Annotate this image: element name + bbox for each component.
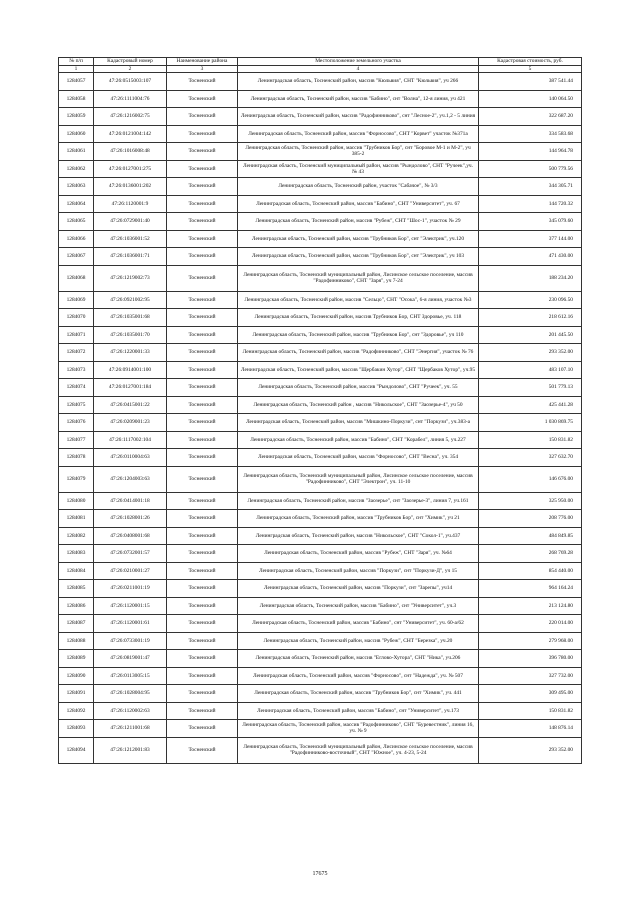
cadastral-value: 188 234.20 [479, 265, 582, 291]
cadastral-value: 220 014.00 [479, 615, 582, 633]
row-number: 1284085 [59, 580, 94, 598]
row-number: 1284094 [59, 737, 94, 763]
cadastral-value: 1 030 869.75 [479, 414, 582, 432]
row-number: 1284072 [59, 344, 94, 362]
cadastral-value: 854 440.00 [479, 562, 582, 580]
table-row [59, 73, 582, 91]
column-number: 2 [94, 66, 167, 73]
cadastral-value: 396 780.00 [479, 650, 582, 668]
cadastral-value: 140 064.50 [479, 90, 582, 108]
row-number: 1284084 [59, 562, 94, 580]
location: Ленинградская область, Тосненский район, массив Трубников Бор, СНТ Здоровье, уч. 118 [238, 309, 479, 327]
table-row [59, 580, 582, 598]
location: Ленинградская область, Тосненский район, массив "Бабино", снт "Волна", 12-я линия, уч 421 [238, 90, 479, 108]
cadastral-number: 47:26:0136001:202 [94, 178, 167, 196]
location: Ленинградская область, Тосненский район, массив "Трубников Бор", снт "Химик", уч. 441 [238, 685, 479, 703]
header-district: Наименование района [167, 58, 238, 66]
district-name: Тосненский [167, 667, 238, 685]
row-number: 1284074 [59, 379, 94, 397]
district-name: Тосненский [167, 414, 238, 432]
location: Ленинградская область, Тосненский район, массив "Форносово", СНТ "Корвет" участок №371а [238, 125, 479, 143]
row-number: 1284063 [59, 178, 94, 196]
table-row [59, 309, 582, 327]
cadastral-number: 47:26:1120002:63 [94, 702, 167, 720]
table-row [59, 431, 582, 449]
table-row [59, 632, 582, 650]
district-name: Тосненский [167, 545, 238, 563]
row-number: 1284075 [59, 396, 94, 414]
district-name: Тосненский [167, 379, 238, 397]
cadastral-value: 268 769.28 [479, 545, 582, 563]
location: Ленинградская область, Тосненский район, массив "Еглово-Хутора", СНТ "Ника", уч.206 [238, 650, 479, 668]
row-number: 1284059 [59, 108, 94, 126]
cadastral-number: 47:26:1036001:71 [94, 248, 167, 266]
district-name: Тосненский [167, 597, 238, 615]
district-name: Тосненский [167, 527, 238, 545]
row-number: 1284081 [59, 510, 94, 528]
header-number: № п/п [59, 58, 94, 66]
row-number: 1284060 [59, 125, 94, 143]
cadastral-number: 47:26:1016008:48 [94, 143, 167, 161]
location: Ленинградская область, Тосненский муниципальный район, Лисинское сельское поселение, массив "Радофинниково-восточный", СНТ "Южное", уч. 4-23, 5-24 [238, 737, 479, 763]
table-row [59, 510, 582, 528]
district-name: Тосненский [167, 178, 238, 196]
cadastral-value: 144 964.78 [479, 143, 582, 161]
location: Ленинградская область, Тосненский район, массив "Кюльвия", СНТ "Кюльвия", уч 266 [238, 73, 479, 91]
table-row [59, 685, 582, 703]
cadastral-number: 47:26:0127001:275 [94, 160, 167, 178]
location: Ленинградская область, Тосненский район, массив "Рубеж", СНТ "Березка", уч.20 [238, 632, 479, 650]
column-number-row [59, 66, 582, 73]
header-cadastral-number: Кадастровый номер [94, 58, 167, 66]
row-number: 1284068 [59, 265, 94, 291]
table-row [59, 650, 582, 668]
cadastral-value: 483 107.10 [479, 361, 582, 379]
row-number: 1284071 [59, 326, 94, 344]
row-number: 1284093 [59, 720, 94, 738]
cadastral-value: 322 687.20 [479, 108, 582, 126]
table-row [59, 562, 582, 580]
district-name: Тосненский [167, 431, 238, 449]
table-row [59, 414, 582, 432]
row-number: 1284061 [59, 143, 94, 161]
location: Ленинградская область, Тосненский район, массив "Рубеж", СНТ "Шос-1", участок № 29 [238, 213, 479, 231]
cadastral-number: 47:26:0113005:15 [94, 667, 167, 685]
table-row [59, 160, 582, 178]
row-number: 1284086 [59, 597, 94, 615]
cadastral-value: 201 445.50 [479, 326, 582, 344]
table-row [59, 720, 582, 738]
table-row [59, 449, 582, 467]
cadastral-number: 47:26:1120001:9 [94, 195, 167, 213]
district-name: Тосненский [167, 466, 238, 492]
location: Ленинградская область, Тосненский район , массив "Никольское", СНТ "Заозерье-4", уч 50 [238, 396, 479, 414]
cadastral-number: 47:26:1204003:63 [94, 466, 167, 492]
column-number: 4 [238, 66, 479, 73]
location: Ленинградская область, Тосненский район, массив "Заозерье", снт "Заозерье-3", линия 7, уч.161 [238, 492, 479, 510]
location: Ленинградская область, Тосненский муниципальный район, массив "Рындолово", СНТ "Ручеек",уч. № 43 [238, 160, 479, 178]
table-row [59, 195, 582, 213]
cadastral-value: 218 612.16 [479, 309, 582, 327]
row-number: 1284065 [59, 213, 94, 231]
cadastral-value: 345 079.60 [479, 213, 582, 231]
location: Ленинградская область, Тосненский район, массив "Форносово", снт "Надежда", уч. № 507 [238, 667, 479, 685]
location: Ленинградская область, Тосненский район, массив "Трубников Бор", снт "Боровое М-1 и М-2", уч 385-2 [238, 143, 479, 161]
table-row [59, 178, 582, 196]
district-name: Тосненский [167, 685, 238, 703]
location: Ленинградская область, Тосненский район, массив "Радофинниково", СНТ "Буревестник", линия 16, уч. № 9 [238, 720, 479, 738]
district-name: Тосненский [167, 720, 238, 738]
cadastral-value: 150 831.82 [479, 702, 582, 720]
cadastral-number: 47:26:1216002:75 [94, 108, 167, 126]
cadastral-value: 213 124.80 [479, 597, 582, 615]
cadastral-number: 47:26:1212001:83 [94, 737, 167, 763]
district-name: Тосненский [167, 492, 238, 510]
table-body [59, 73, 582, 764]
district-name: Тосненский [167, 230, 238, 248]
table-row [59, 265, 582, 291]
location: Ленинградская область, Тосненский район, массив "Щербакин Хутор", СНТ "Щербаков Хутор", уч.95 [238, 361, 479, 379]
district-name: Тосненский [167, 737, 238, 763]
table-row [59, 248, 582, 266]
row-number: 1284067 [59, 248, 94, 266]
cadastral-number: 47:26:1220001:33 [94, 344, 167, 362]
cadastral-value: 309 495.00 [479, 685, 582, 703]
table-row [59, 361, 582, 379]
district-name: Тосненский [167, 291, 238, 309]
district-name: Тосненский [167, 326, 238, 344]
row-number: 1284083 [59, 545, 94, 563]
row-number: 1284069 [59, 291, 94, 309]
district-name: Тосненский [167, 396, 238, 414]
row-number: 1284064 [59, 195, 94, 213]
location: Ленинградская область, Тосненский район, массив "Радофинниково", СНТ "Энергия", участок № 76 [238, 344, 479, 362]
cadastral-number: 47:26:0121004:142 [94, 125, 167, 143]
table-row [59, 667, 582, 685]
row-number: 1284087 [59, 615, 94, 633]
cadastral-number: 47:26:1028001:26 [94, 510, 167, 528]
table-row [59, 143, 582, 161]
row-number: 1284077 [59, 431, 94, 449]
location: Ленинградская область, Тосненский район, массив "Никольское", СНТ "Сокол-1", уч.437 [238, 527, 479, 545]
column-number: 5 [479, 66, 582, 73]
location: Ленинградская область, Тосненский муниципальный район, Лисинское сельское поселение, массив "Радофинниково", СНТ "Электрон", уч. 11-10 [238, 466, 479, 492]
cadastral-number: 47:26:0515003:107 [94, 73, 167, 91]
location: Ленинградская область, Тосненский район, массив "Мишкино-Поркузи", снт "Поркузи", уч.383-а [238, 414, 479, 432]
column-number: 1 [59, 66, 94, 73]
row-number: 1284082 [59, 527, 94, 545]
cadastral-value: 293 352.00 [479, 737, 582, 763]
district-name: Тосненский [167, 125, 238, 143]
cadastral-value: 150 831.82 [479, 431, 582, 449]
table-row [59, 492, 582, 510]
cadastral-value: 500 779.56 [479, 160, 582, 178]
cadastral-value: 484 849.85 [479, 527, 582, 545]
row-number: 1284057 [59, 73, 94, 91]
cadastral-number: 47:26:0211001:19 [94, 580, 167, 598]
location: Ленинградская область, Тосненский район, массив "Бабино", снт "Университет", уч.173 [238, 702, 479, 720]
cadastral-value: 230 096.50 [479, 291, 582, 309]
table-row [59, 213, 582, 231]
row-number: 1284066 [59, 230, 94, 248]
district-name: Тосненский [167, 650, 238, 668]
cadastral-value: 344 305.71 [479, 178, 582, 196]
location: Ленинградская область, Тосненский район, массив "Рубеж", СНТ "Заря", уч. №64 [238, 545, 479, 563]
row-number: 1284080 [59, 492, 94, 510]
district-name: Тосненский [167, 562, 238, 580]
cadastral-number: 47:26:1028004:95 [94, 685, 167, 703]
cadastral-number: 47:26:0732001:57 [94, 545, 167, 563]
row-number: 1284089 [59, 650, 94, 668]
district-name: Тосненский [167, 309, 238, 327]
table-row [59, 615, 582, 633]
cadastral-value: 425 441.28 [479, 396, 582, 414]
cadastral-number: 47:26:0408001:68 [94, 527, 167, 545]
row-number: 1284076 [59, 414, 94, 432]
cadastral-number: 47:26:0729001:40 [94, 213, 167, 231]
column-number: 3 [167, 66, 238, 73]
table-row [59, 108, 582, 126]
cadastral-number: 47:26:0415001:22 [94, 396, 167, 414]
location: Ленинградская область, Тосненский район, массив "Радофинниково", снт "Лесное-2", уч.1,2 - 5 линия [238, 108, 479, 126]
table-row [59, 125, 582, 143]
header-cadastral-value: Кадастровая стоимость, руб. [479, 58, 582, 66]
cadastral-number: 47:26:1117002:104 [94, 431, 167, 449]
cadastral-number: 47:26:1120001:61 [94, 615, 167, 633]
district-name: Тосненский [167, 344, 238, 362]
location: Ленинградская область, Тосненский район, массив "Рындолово", СНТ "Ручеек", уч. 55 [238, 379, 479, 397]
table-row [59, 291, 582, 309]
cadastral-value: 279 968.00 [479, 632, 582, 650]
cadastral-value: 327 632.70 [479, 449, 582, 467]
cadastral-value: 146 676.00 [479, 466, 582, 492]
cadastral-number: 47:26:0110004:63 [94, 449, 167, 467]
row-number: 1284092 [59, 702, 94, 720]
table-row [59, 379, 582, 397]
header-location: Местоположение земельного участка [238, 58, 479, 66]
cadastral-value: 327 732.00 [479, 667, 582, 685]
district-name: Тосненский [167, 108, 238, 126]
table-row [59, 545, 582, 563]
page-number: 17675 [312, 871, 328, 877]
table-row [59, 230, 582, 248]
location: Ленинградская область, Тосненский район, массив "Трубников Бор", снт "Электрик", уч.120 [238, 230, 479, 248]
table-row [59, 326, 582, 344]
cadastral-value-table [58, 57, 582, 764]
cadastral-value: 471 430.00 [479, 248, 582, 266]
district-name: Тосненский [167, 73, 238, 91]
cadastral-number: 47:26:1111004:76 [94, 90, 167, 108]
cadastral-number: 47:26:1035001:70 [94, 326, 167, 344]
location: Ленинградская область, Тосненский муниципальный район, Лисинское сельское поселение, массив "Радофинниково", СНТ "Заря", уч 7-24 [238, 265, 479, 291]
cadastral-value: 387 541.44 [479, 73, 582, 91]
cadastral-value: 293 352.00 [479, 344, 582, 362]
cadastral-value: 325 950.00 [479, 492, 582, 510]
row-number: 1284091 [59, 685, 94, 703]
table-row [59, 597, 582, 615]
location: Ленинградская область, Тосненский район, массив "Форносово", СНТ "Весна", уч. 354 [238, 449, 479, 467]
cadastral-number: 47:26:0209001:23 [94, 414, 167, 432]
cadastral-number: 47:26:0210001:27 [94, 562, 167, 580]
table-row [59, 702, 582, 720]
cadastral-value: 377 144.00 [479, 230, 582, 248]
row-number: 1284079 [59, 466, 94, 492]
cadastral-number: 47:26:1211001:68 [94, 720, 167, 738]
cadastral-number: 47:26:1219002:73 [94, 265, 167, 291]
district-name: Тосненский [167, 361, 238, 379]
district-name: Тосненский [167, 90, 238, 108]
cadastral-value: 148 876.14 [479, 720, 582, 738]
row-number: 1284090 [59, 667, 94, 685]
table-row [59, 737, 582, 763]
location: Ленинградская область, Тосненский район, массив "Поркузи", снт "Поркузи-Д", уч 15 [238, 562, 479, 580]
cadastral-value: 144 720.32 [479, 195, 582, 213]
district-name: Тосненский [167, 143, 238, 161]
location: Ленинградская область, Тосненский район, массив "Сельцо", СНТ "Осока", 6-я линия, участок №3 [238, 291, 479, 309]
cadastral-value: 334 583.68 [479, 125, 582, 143]
location: Ленинградская область, Тосненский район, массив "Бабино", снт "Университет", уч.3 [238, 597, 479, 615]
row-number: 1284058 [59, 90, 94, 108]
header-row [59, 58, 582, 66]
location: Ленинградская область, Тосненский район, массив "Трубников Бор", снт "Химик", уч 21 [238, 510, 479, 528]
table-row [59, 344, 582, 362]
cadastral-value: 208 776.00 [479, 510, 582, 528]
cadastral-number: 47:26:0127001:184 [94, 379, 167, 397]
row-number: 1284070 [59, 309, 94, 327]
table-row [59, 396, 582, 414]
location: Ленинградская область, Тосненский район, участок "Сабачое", № 3/3 [238, 178, 479, 196]
cadastral-number: 47:26:1036001:52 [94, 230, 167, 248]
table-row [59, 90, 582, 108]
district-name: Тосненский [167, 510, 238, 528]
location: Ленинградская область, Тосненский район, массив "Трубников Бор", снт "Здоровье", уч 110 [238, 326, 479, 344]
cadastral-number: 47:26:0914001:100 [94, 361, 167, 379]
cadastral-number: 47:26:0414001:18 [94, 492, 167, 510]
row-number: 1284088 [59, 632, 94, 650]
row-number: 1284062 [59, 160, 94, 178]
table-row [59, 466, 582, 492]
cadastral-number: 47:26:0921002:95 [94, 291, 167, 309]
cadastral-number: 47:26:0819001:47 [94, 650, 167, 668]
location: Ленинградская область, Тосненский район, массив "Поркузи", снт "Зарепы", уч14 [238, 580, 479, 598]
cadastral-number: 47:26:1035001:68 [94, 309, 167, 327]
row-number: 1284078 [59, 449, 94, 467]
cadastral-number: 47:26:0733001:19 [94, 632, 167, 650]
district-name: Тосненский [167, 195, 238, 213]
district-name: Тосненский [167, 702, 238, 720]
cadastral-number: 47:26:1120001:15 [94, 597, 167, 615]
table-row [59, 527, 582, 545]
district-name: Тосненский [167, 580, 238, 598]
row-number: 1284073 [59, 361, 94, 379]
district-name: Тосненский [167, 449, 238, 467]
district-name: Тосненский [167, 248, 238, 266]
district-name: Тосненский [167, 160, 238, 178]
location: Ленинградская область, Тосненский район, массив "Трубников Бор", снт "Электрик", уч 103 [238, 248, 479, 266]
district-name: Тосненский [167, 265, 238, 291]
location: Ленинградская область, Тосненский район, массив "Бабино", СНТ "Корабел", линия 5, уч.227 [238, 431, 479, 449]
cadastral-value: 501 779.13 [479, 379, 582, 397]
location: Ленинградская область, Тосненский район, массив "Бабино", снт "Университет", уч. 60-а/62 [238, 615, 479, 633]
location: Ленинградская область, Тосненский район, массив "Бабино", СНТ "Университет", уч. 67 [238, 195, 479, 213]
district-name: Тосненский [167, 213, 238, 231]
district-name: Тосненский [167, 632, 238, 650]
cadastral-value: 964 164.24 [479, 580, 582, 598]
district-name: Тосненский [167, 615, 238, 633]
